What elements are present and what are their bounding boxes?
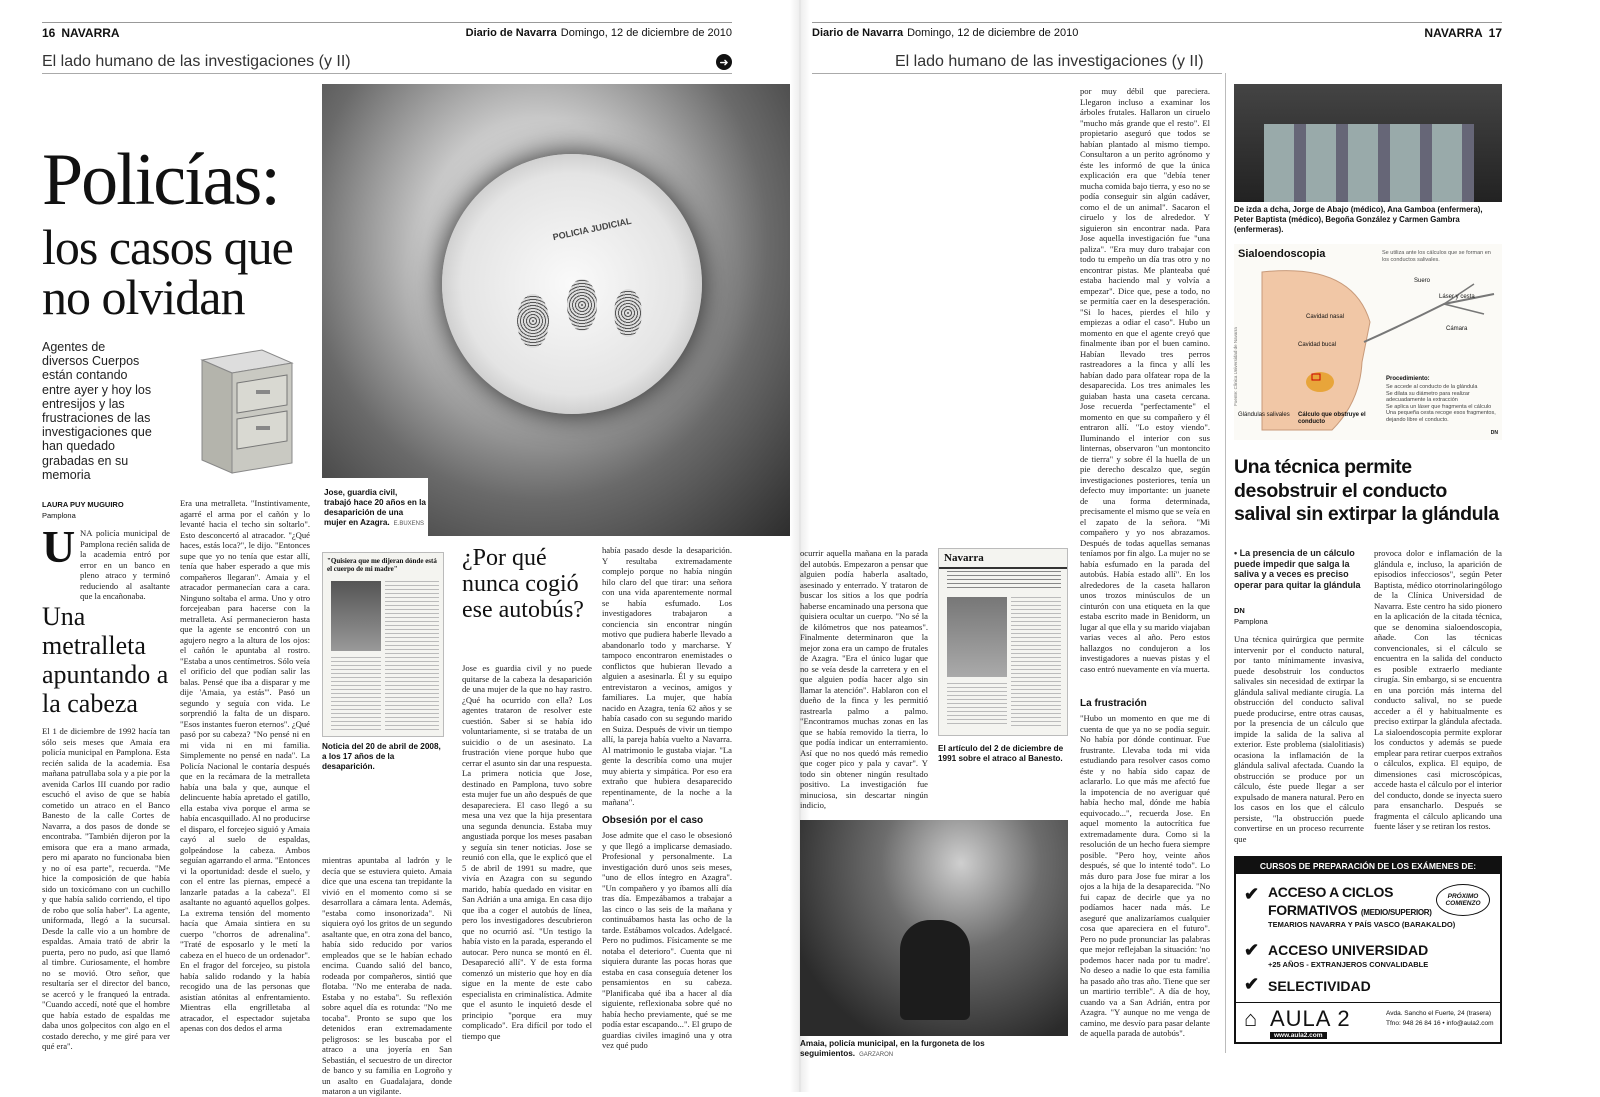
issue-date: Domingo, 12 de diciembre de 2010	[560, 26, 732, 39]
tech-summary: • La presencia de un cálculo puede impedir que salga la saliva y a veces es preciso operar para quitar la glándula	[1234, 548, 1361, 590]
diagram-title: Sialoendoscopia	[1238, 248, 1326, 260]
tech-byline: DN	[1234, 606, 1245, 615]
ad-item1d: TEMARIOS NAVARRA Y PAÍS VASCO (BARAKALDO)	[1268, 920, 1456, 929]
issue-date: Domingo, 12 de diciembre de 2010	[907, 26, 1079, 39]
procedure-step: Una pequeña cesta recoge esos fragmentos, dejando libre el conducto.	[1386, 410, 1496, 423]
ad-brand: AULA 2	[1270, 1006, 1351, 1031]
right-col1	[1080, 86, 1210, 694]
ad-item3: SELECTIVIDAD	[1268, 978, 1371, 994]
surgeons-photo	[1234, 84, 1502, 202]
obsesion-text: Jose admite que el caso le obsesionó y que llegó a implicarse demasiado. Profesional y personalmente. La investigación duró unos seis meses, "uno de ellos íntegro en Azagra". "Un compañero y yo íbamos allí día tras día. Empezábamos a trabajar a las cinco o las seis de la mañana y continuábamos hasta las ocho de la tarde. Estábamos volcados. Adelgacé. Pero no pudimos. Físicamente se me notaba el deterioro". Cuenta que ni siquiera durante las pocas horas que estaba en casa conseguía detener los pensamientos en su cabeza. "Planificaba qué iba a hacer al día siguiente, reflexionaba sobre qué no había hecho previamente, qué se me podía estar escapando...". El grupo de guardias civiles imaginó una y otra vez qué pudo	[602, 830, 732, 1050]
tech-headline: Una técnica permite desobstruir el conducto salival sin extirpar la glándula	[1234, 456, 1499, 525]
van-credit: GARZARON	[859, 1052, 894, 1058]
procedure-list	[1386, 384, 1496, 423]
house-icon: ⌂	[1244, 1006, 1258, 1031]
photo-credit: E.BUXENS	[393, 521, 425, 527]
fingerprint-icon	[517, 294, 549, 348]
page-number: 17	[1488, 25, 1502, 40]
headline-main: Policías:	[42, 139, 279, 221]
right-mid-text: ocurrir aquella mañana en la parada del autobús. Empezaron a pensar que alguien podía haberla asaltado, asesinado y enterrado. Y trataron de buscar los sitios a los que podría haberse encaminado una persona que quisiera ocultar un cuerpo. "No sé la de kilómetros que nos pateamos". Finalmente determinaron que la mejor zona era un campo de frutales de Azagra. "Era el único lugar que no se veía desde la carretera y en el que alguien podía hacer algo sin llamar la atención". Hablaron con el dueño de la finca y les permitió rastrearla palmo a palmo. "Encontramos muchas zonas en las que se había removido la tierra, lo que podía indicar un enterramiento. Así que no nos quedó más remedio que coger pico y pala y cavar". Y todo sin obtener ningún resultado positivo. La investigación fue minuciosa, sin descartar ningún indicio,	[800, 548, 928, 810]
ad-item2: ACCESO UNIVERSIDAD	[1268, 942, 1429, 958]
filing-cabinet-illustration	[192, 345, 302, 475]
left-page	[0, 0, 800, 1096]
ad-item1b-text: FORMATIVOS	[1268, 902, 1358, 918]
newspaper-name: Diario de Navarra	[812, 26, 904, 39]
sialoendoscopy-diagram	[1234, 244, 1502, 440]
headline-sub: los casos que no olvidan	[42, 219, 293, 325]
series-title-text: El lado humano de las investigaciones (y II)	[42, 52, 351, 70]
ad-address: Avda. Sancho el Fuerte, 24 (trasera)	[1386, 1010, 1492, 1017]
tech-dateline: Pamplona	[1234, 617, 1268, 626]
label-cavidad-nasal: Cavidad nasal	[1306, 314, 1345, 320]
right-mid-col	[800, 548, 928, 813]
aula2-advert	[1234, 856, 1502, 1044]
label-laser: Láser y cesta	[1439, 294, 1475, 300]
clipping-headline: "Quisiera que me dijeran dónde está el cuerpo de mi madre"	[327, 557, 437, 573]
fingerprint-photo	[322, 84, 800, 536]
fingerprint-icon	[614, 289, 642, 337]
story2-title: ¿Por qué nunca cogió ese autobús?	[462, 545, 584, 623]
clipping-masthead: Navarra	[939, 549, 1067, 569]
clipping-1991	[938, 548, 1068, 736]
drop-cap: U	[42, 521, 76, 572]
diagram-source: Fuente: Clínica Universidad de Navarra	[1232, 327, 1238, 406]
checkmark-icon: ✔	[1244, 974, 1260, 994]
chair-icon	[900, 920, 970, 1020]
clipping-photo	[947, 597, 1007, 677]
page-header	[42, 22, 732, 42]
diagram-tag: DN	[1490, 430, 1498, 436]
procedure-step: Se dilata su diámetro para realizar adecuadamente la extracción	[1386, 390, 1470, 403]
clipping-caption: Noticia del 20 de abril de 2008, a los 17 años de la desaparición.	[322, 742, 441, 771]
diagram-note: Se utiliza ante los cálculos que se forman en los conductos salivales.	[1382, 250, 1491, 263]
label-glandulas: Glándulas salivales	[1238, 412, 1290, 418]
van-photo	[800, 820, 1068, 1036]
label-calculo: Cálculo que obstruye el conducto	[1298, 412, 1366, 425]
photo-caption	[324, 488, 426, 529]
story1-intro-text: NA policía municipal de Pamplona recién salida de la academia entró por error en un banco en pleno atraco y terminó reduciendo al asaltante que la encañonaba.	[80, 528, 170, 601]
byline: LAURA PUY MUGUIRO	[42, 500, 124, 509]
tech-col2	[1374, 548, 1502, 848]
story1-col2	[180, 498, 310, 1051]
page-header	[812, 22, 1502, 42]
frustracion-col	[1080, 713, 1210, 1051]
frustracion-title: La frustración	[1080, 698, 1147, 709]
clipping-caption: El artículo del 2 de diciembre de 1991 sobre el atraco al Banesto.	[938, 744, 1064, 763]
arrow-right-icon: ➜	[716, 54, 732, 70]
story1-text: El 1 de diciembre de 1992 hacía tan sólo seis meses que Amaia era policía municipal en Pamplona. Esta recién salida de la academia. Esa mañana patrullaba sola y a pie por la avenida Carlos III cuando por radio escuchó el aviso de que se había cometido un atraco en el Banco Banesto de la calle Cortes de Navarra, a dos pasos de donde se encontraba. "También dijeron por la emisora que era a mano armada, pero mi aparato no funcionaba bien y no oí esa parte", recuerda. "Me hice la composición de que había sido un toxicómano con un cuchillo y que había salido corriendo, el tipo de robo que solía haber". La agente, uniformada, llegó a la sucursal. Desde la calle vio a un hombre de espaldas. Amaia trató de abrir la puerta, pero no pudo, así que llamó al timbre. Curiosamente, el hombre no se movió. Otro señor, que resultaría ser el director del banco, se acercó y le franqueó la entrada. "Cuando accedí, noté que el hombre que había estado de espaldas me daba unos golpecitos con algo en el costado derecho, y me giré para ver qué era".	[42, 726, 170, 1051]
checkmark-icon: ✔	[1244, 940, 1260, 960]
story1-col1	[42, 726, 170, 1051]
clipping-photo	[331, 581, 381, 651]
ad-phone: Tfno: 948 26 84 16 • info@aula2.com	[1386, 1020, 1494, 1027]
endoscope-illustration	[1364, 284, 1496, 344]
tech-col1-text: Una técnica quirúrgica que permite intervenir por el conducto natural, por tanto mínimamente invasiva, puede desobstruir los conductos salivales sin necesidad de extirpar la glándula salival mediante cirugía. La obstrucción del conducto salival puede producirse, entre otras causas, por la presencia de un cálculo que impide la salida de la saliva al exterior. Este problema (sialolitiasis) ocasiona la inflamación de la glándula salival afectada. Cuando la obstrucción se produce por un cálculo, éste puede llegar a ser expulsado de manera natural. Pero en los casos en los que el cálculo persiste, "la obstrucción puede convertirse en un proceso recurrente que	[1234, 634, 1364, 844]
right-col1-text: por muy débil que pareciera. Llegaron incluso a examinar los árboles frutales. Hallaron un ciruelo "mucho más grande que el resto". El propietario aseguró que todos se habían plantado al mismo tiempo. Consultaron a un perito agrónomo y éste les informó de que la única explicación era que "debía tener mucha comida bajo tierra, y eso no se podía conseguir sin algún cadáver, como el de un animal". Sacaron el ciruelo y los de alrededor. Y siguieron sin encontrar nada. Para Jose aquella investigación fue "una paliza". "Era muy duro trabajar con todo tu empeño un día tras otro y no encontrar pistas. Me planteaba qué estaba haciendo mal y volvía a empezar". Dice que, pese a todo, no se permitía caer en la desesperación. "Si lo haces, pierdes el hilo y empiezas a odiar el caso". Hubo un momento en que el agente creyó que finalmente iban por el buen camino. Habían llevado tres perros rastreadores a la finca y allí les habían dado para olfatear ropa de la desaparecida. Los tres animales les guiaban hasta una caseta cercana. Jose recuerda "perfectamente" el momento en que su compañero y él entraron allí. "Lo estoy viendo". Iluminando el interior con sus linternas, observaron "un montoncito de tierra" y sobre él la huella de un pie derecho descalzo que, según investigaciones posteriores, tenía un defecto muy importante: un juanete de una forma determinada, precisamente el mismo que se veía en el zapato de la señora. "Mi compañero y yo nos abrazamos. Después de todas aquellas semanas teníamos por fin algo. La mujer no se había esfumado en la parada del autobús. Había estado allí". En los alrededores de la caseta hallaron unos trozos minúsculos de un cinturón con una etiqueta en la que estaba escrito made in Benidorm, un lugar al que ella y su marido viajaban varias veces al año. Pero estos hallazgos no condujeron a los investigadores a nuevas pistas y el caso entró nuevamente en vía muerta.	[1080, 86, 1210, 674]
ad-web: www.aula2.com	[1270, 1032, 1327, 1039]
fingerprint-icon	[567, 279, 597, 331]
procedure-step: Se accede al conducto de la glándula	[1386, 384, 1478, 390]
label-camara: Cámara	[1446, 326, 1468, 332]
story1-intro-a	[80, 528, 170, 601]
clipping-2008	[322, 552, 444, 737]
procedure-title: Procedimiento:	[1386, 376, 1430, 382]
story1-col3-text: mientras apuntaba al ladrón y le decía que se estuviera quieto. Amaia dice que una escena tan trepidante la vivió en el momento como si se desarrollara a cámara lenta. Además, "estaba como insonorizada". Ni siquiera oyó los gritos de un segundo asaltante que, en otra zona del banco, había sido reducido por varios empleados que se le habían echado encima. Cuando salió del banco, rodeada por compañeros, sintió que flotaba. "No me enteraba de nada. Estaba y no estaba". Su reflexión sobre aquel día es rotunda: "No me tocaba". Pronto se supo que los detenidos eran extremadamente peligrosos: se les buscaba por el atraco a una joyería en San Sebastián, el secuestro de un director de banco y su familia en Logroño y un asalto en Guadalajara, donde mataron a un vigilante.	[322, 855, 452, 1096]
surgeons-caption: De izda a dcha, Jorge de Abajo (médico), Ana Gamboa (enfermera), Peter Baptista (médico), Begoña González y Carmen Gambra (enfermeras).	[1234, 205, 1483, 234]
van-caption-text: Amaia, policía municipal, en la furgoneta de los seguimientos.	[800, 1039, 985, 1058]
section-label: NAVARRA	[1424, 25, 1483, 40]
section-label: NAVARRA	[61, 25, 120, 40]
series-title	[42, 50, 732, 74]
obsesion-col	[602, 830, 732, 1051]
tech-col2-text: provoca dolor e inflamación de la glándula e, incluso, la aparición de episodios infecciosos", según Peter Baptista, médico otorrinolaringólogo de la Clínica Universidad de Navarra. Este centro ha sido pionero en la aplicación de la citada técnica, que se denomina sialoendoscopia, añade. Con las técnicas convencionales, si el cálculo se encuentra en la salida del conducto es posible extraerlo mediante cirugía. Sin embargo, si se encuentra en una porción más interna del conducto salival, no se puede acceder a él y habitualmente es preciso extirpar la glándula afectada. La sialoendoscopia permite explorar los conductos y además se puede emplear para retirar cuerpos extraños o cálculos, explica. El equipo, de dimensiones casi microscópicas, accede hasta el cálculo por el interior del conducto, donde se inyecta suero para ensancharlo. Después se fragmenta el cálculo aplicando una fuente láser y se retiran los restos.	[1374, 548, 1502, 831]
story2-col2-text: había pasado desde la desaparición. Y resultaba extremadamente complejo porque no había ningún hilo claro del que tirar: una señora con una vida aparentemente normal se había esfumado. Los investigadores trabajaron a conciencia sin encontrar ningún motivo que pudiera haberle llevado a abandonarlo todo y marcharse. Y tampoco encontraron enemistades o conflictos que hubieran llevado a alguien a asesinarla. Él y su equipo entrevistaron a vecinos, amigos y familiares. La mujer, que había nacido en Azagra, tenía 62 años y se había casado con su segundo marido en Suiza. Después de vivir un tiempo allí, la pareja había vuelto a Navarra. Al matrimonio le gustaba viajar. "La gente la describía como una mujer muy abierta y simpática. Por eso era extraño que hubiera desaparecido repentinamente, de la noche a la mañana".	[602, 545, 732, 807]
ad-banner: CURSOS DE PREPARACIÓN DE LOS EXÁMENES DE:	[1236, 858, 1500, 874]
story2-text: Jose es guardia civil y no puede quitarse de la cabeza la desaparición de una mujer de la que no hay rastro. ¿Qué ha ocurrido con ella? Los agentes trataron de resolver este cuestión. Saber si se había ido voluntariamente, si se trataba de un suicidio o de un asesinato. La frustración viene porque hubo que cerrar el asunto sin dar una respuesta. La primera noticia que Jose, destinado en Pamplona, tuvo sobre esta mujer fue un año después de que desapareciera. El caso llegó a su mesa una vez que la hija presentara una segunda denuncia. Estaba muy angustiada porque los meses pasaban y seguía sin tener noticias. Jose se reunió con ella, que le explicó que el 5 de abril de 1991 su madre, que vivía en Azagra con su segundo marido, había quedado en visitar en San Adrián a una amiga. En casa dijo que iba a coger el autobús de línea, pero los investigadores descubrieron que no ocurrió así. "Un testigo la había visto en la parada, esperando el autocar. Pero nunca se montó en él. Desapareció allí". Y de esta forma comenzó un misterio que hoy en día sigue en la mente de este cabo especialista en criminalística. Admite que el asunto le inquietó desde el principio "porque era muy complicado". Era difícil por todo el tiempo que	[462, 663, 592, 1041]
right-page	[800, 0, 1600, 1092]
photo-label: POLICIA JUDICIAL	[551, 215, 633, 243]
story1-col2-text: Era una metralleta. "Instintivamente, agarré el arma por el cañón y lo levanté hacia el techo sin soltarlo". Esto desconcertó al atracador. "¿Qué haces, estás loca?", le dijo. "Entonces supe que yo no tenía que estar allí, tenía que haber esperado a que mis compañeros llegaran". Amaia y el atracador permanecían cara a cara. Ninguno soltaba el arma. Uno y otro forcejeaban para hacerse con la metralleta. Así permanecieron hasta que la agente se encontró con un agujero negro a la altura de los ojos: el cañón le apuntaba al rostro. "Estaba a unos centímetros. Sólo veía el orificio del que podían salir las balas. Pensé que iba a disparar y me dije 'Amaia, ya estás'". Pasó un segundo y seguía con vida. Le sorprendió la falta de un disparo. "Esos instantes fueron eternos". ¿Qué pasó por su cabeza? "No pensé ni en mi vida ni en mi familia. Simplemente no pensé en nada". La Policía Nacional le contaría después que en la recámara de la metralleta había una bala y que, aunque el delincuente había apretado el gatillo, ella estaba viva porque el arma se había encasquillado. Al no producirse el disparo, el forcejeo siguió y Amaia cayó al suelo de espaldas, golpeándose la cabeza. Ambos seguían agarrando el arma. "Entonces vi la oportunidad: desde el suelo, y con el entre las piernas, empecé a lanzarle patadas a la cabeza". El asaltante no aguantó aquellos golpes. La extrema tensión del momento hacía que Amaia sintiera en su cuerpo "chorros de adrenalina". "Traté de esposarlo y le metí la cabeza en el hueco de un ordenador". En el fragor del forcejeo, su pistola había salido rodando y la había recogido una de las personas que asistían atónitas al enfrentamiento. Mientras ella engrilletaba al atracador, el espectador sujetaba apenas con dos dedos el arma	[180, 498, 310, 1033]
van-caption	[800, 1039, 1068, 1060]
checkmark-icon: ✔	[1244, 884, 1260, 904]
story2-col1	[462, 663, 592, 1051]
ad-item1c: (MEDIO/SUPERIOR)	[1360, 908, 1432, 917]
ad-item1b	[1268, 902, 1432, 918]
ad-item2b: +25 AÑOS - EXTRANJEROS CONVALIDABLE	[1268, 960, 1429, 969]
story1-title: Una metralleta apuntando a la cabeza	[42, 602, 169, 718]
newspaper-name: Diario de Navarra	[465, 26, 557, 39]
dateline: Pamplona	[42, 511, 76, 520]
page-number: 16	[42, 25, 56, 40]
series-title	[895, 50, 1225, 74]
ad-badge: PRÓXIMO COMIENZO	[1436, 884, 1490, 916]
procedure-step: Se aplica un láser que fragmenta el cálculo	[1386, 403, 1492, 410]
obsesion-title: Obsesión por el caso	[602, 815, 704, 826]
photo-caption-text: Jose, guardia civil, trabajó hace 20 años en la desaparición de una mujer en Azagra.	[324, 488, 426, 527]
story2-col2	[602, 545, 732, 807]
label-cavidad-bucal: Cavidad bucal	[1298, 342, 1337, 348]
series-title-text: El lado humano de las investigaciones (y II)	[895, 53, 1204, 70]
story1-col3	[322, 855, 452, 1096]
subhead: Agentes de diversos Cuerpos están contando entre ayer y hoy los entresijos y las frustraciones de las investigaciones que han quedado grabadas en su memoria	[42, 340, 152, 482]
tech-summary-text: La presencia de un cálculo puede impedir que salga la saliva y a veces es preciso operar para quitar la glándula	[1234, 548, 1361, 590]
tech-col1	[1234, 634, 1364, 848]
label-suero: Suero	[1414, 278, 1431, 284]
frustracion-text: "Hubo un momento en que me di cuenta de que ya no se podía seguir. No había por dónde continuar. Fue frustrante. Llevaba toda mi vida estudiando para resolver casos como éste y no había sido capaz de aclararlo. Lo que más me afectó fue la impotencia de no averiguar qué había hecho mal, dónde me había equivocado...", recuerda Jose. En aquel momento la autocrítica fue extremadamente dura. Como si la resolución de un hecho fuera siempre posible. "Pero hoy, veinte años después, sé que lo intenté todo". Lo más duro para Jose fue mirar a los ojos a la hija de la desaparecida. "No fui capaz de decirle que ya no podíamos hacer nada más. Le aseguré que analizaríamos cualquier cosa que apareciera en el futuro". Pero no pude pronunciar las palabras que mejor reflejaban la situación: 'no podemos hacer nada por tu madre'. No deseo a nadie lo que esta familia ha pasado año tras año. Tiene que ser un martirio terrible". A día de hoy, cuando va a San Adrián, entra por Azagra. "Y aunque no me venga de camino, me desvío para pasar delante de aquella parada de autobús".	[1080, 713, 1210, 1038]
ad-item1: ACCESO A CICLOS	[1268, 884, 1394, 900]
